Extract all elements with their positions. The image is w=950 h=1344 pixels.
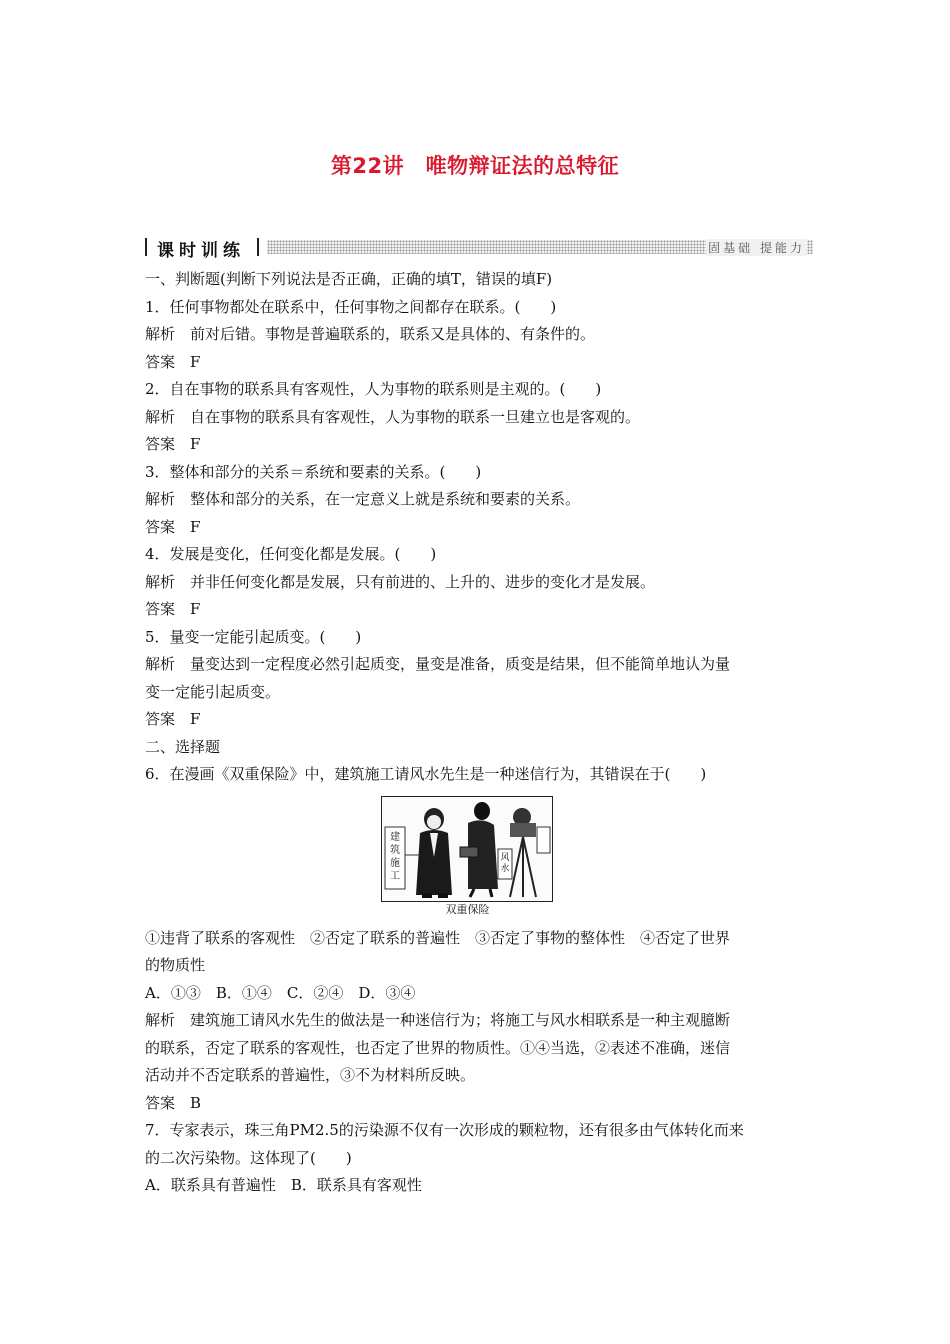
cartoon-image: [381, 796, 553, 902]
banner-tagline: 固基础 提能力: [708, 241, 805, 255]
text-line: 答案 F: [145, 435, 201, 453]
text-line: 答案 F: [145, 600, 201, 618]
text-line: 3．整体和部分的关系＝系统和要素的关系。( ): [145, 462, 482, 481]
text-line: 答案 B: [145, 1093, 202, 1112]
text-line: 解析 并非任何变化都是发展，只有前进的、上升的、进步的变化才是发展。: [145, 572, 656, 591]
text-line: 二、选择题: [145, 737, 221, 756]
text-line: 4．发展是变化，任何变化都是发展。( ): [145, 545, 437, 563]
text-line: 解析 量变达到一定程度必然引起质变，量变是准备，质变是结果，但不能简单地认为量: [145, 655, 731, 673]
text-line: ①违背了联系的客观性 ②否定了联系的普遍性 ③否定了事物的整体性 ④否定了世界: [145, 928, 731, 947]
text-line: 7．专家表示，珠三角PM2.5的污染源不仅有一次形成的颗粒物，还有很多由气体转化而来: [145, 1121, 744, 1139]
text-line: 的联系，否定了联系的客观性，也否定了世界的物质性。①④当选，②表述不准确，迷信: [145, 1038, 731, 1057]
text-line: 解析 前对后错。事物是普遍联系的，联系又是具体的、有条件的。: [145, 325, 596, 343]
banner-bar-left: [145, 238, 147, 256]
text-line: 活动并不否定联系的普遍性，③不为材料所反映。: [145, 1066, 476, 1084]
text-line: 5．量变一定能引起质变。( ): [145, 627, 362, 646]
text-line: 6．在漫画《双重保险》中，建筑施工请风水先生是一种迷信行为，其错误在于( ): [145, 765, 707, 783]
text-line: 的物质性: [145, 956, 206, 974]
banner-bar-right: [257, 238, 259, 256]
text-line: A．联系具有普遍性 B．联系具有客观性: [145, 1176, 422, 1194]
text-line: 答案 F: [145, 352, 201, 371]
text-line: 2．自在事物的联系具有客观性，人为事物的联系则是主观的。( ): [145, 380, 602, 398]
text-line: 答案 F: [145, 517, 201, 536]
text-line: 1．任何事物都处在联系中，任何事物之间都存在联系。( ): [145, 297, 557, 316]
text-line: 变一定能引起质变。: [145, 682, 281, 701]
text-line: 的二次污染物。这体现了( ): [145, 1148, 352, 1167]
text-line: 解析 建筑施工请风水先生的做法是一种迷信行为；将施工与风水相联系是一种主观臆断: [145, 1011, 731, 1029]
sign-right-text: 风水: [500, 852, 510, 874]
exercise-content: [145, 266, 813, 1200]
text-line: 解析 整体和部分的关系，在一定意义上就是系统和要素的关系。: [145, 490, 581, 508]
text-line: 答案 F: [145, 710, 201, 728]
page-title: 第22讲 唯物辩证法的总特征: [330, 154, 620, 178]
banner-label: 课时训练: [157, 241, 245, 261]
cartoon-figure: [145, 793, 813, 921]
text-line: 解析 自在事物的联系具有客观性，人为事物的联系一旦建立也是客观的。: [145, 407, 641, 426]
sign-left-text: 建筑施工: [390, 831, 400, 882]
text-line: A．①③ B．①④ C．②④ D．③④: [145, 983, 416, 1002]
figure-caption: 双重保险: [445, 902, 490, 916]
text-line: 一、判断题(判断下列说法是否正确，正确的填T，错误的填F): [145, 270, 553, 288]
section-banner: [145, 236, 813, 261]
